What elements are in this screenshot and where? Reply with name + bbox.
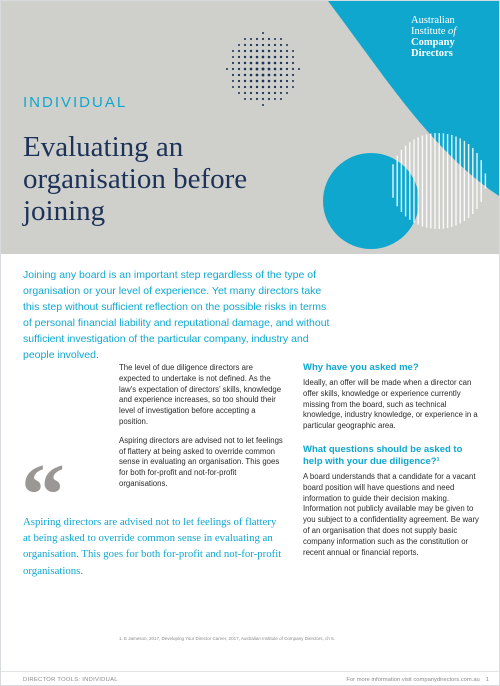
decor-dot [286,62,288,64]
decor-dot [244,86,246,88]
decor-dot [286,86,288,88]
decor-dot [280,68,283,71]
footnote: 1. E Jameson, 2017, Developing Your Director Career, 2017, Australian Institute of Company Directors, ch 6. [119,636,335,641]
decor-dot [262,50,265,53]
decor-dot [268,62,271,65]
decor-dot [226,68,228,70]
logo-line-2 [411,26,485,37]
decor-dot [268,38,270,40]
decor-dot [238,86,240,88]
pull-quote: Aspiring directors are advised not to let feelings of flattery at being asked to override common sense in evaluating an organisation. This goes for both for-profit and not-for-profit organisations. [23,516,282,577]
decor-dot [280,80,282,82]
page-title: Evaluating an organisation before joining [23,131,248,227]
decor-dot [262,62,265,65]
footer-series-label: DIRECTOR TOOLS: INDIVIDUAL [23,677,118,683]
decor-dot [280,74,282,76]
decor-dot [280,86,282,88]
decor-dot [244,62,246,64]
decor-dot [256,68,259,71]
decor-dot [292,86,294,88]
section-label: INDIVIDUAL [23,94,128,111]
decor-dot [262,86,265,89]
decor-dot [238,74,240,76]
decor-dot [274,50,276,52]
decor-dot [286,74,288,76]
footer-website-text[interactable]: For more information visit companydirectors.com.au [346,677,480,683]
decor-dot [292,80,294,82]
decor-dot [262,80,265,83]
body-column-right [303,362,481,570]
decor-dot [244,80,246,82]
decor-dot [280,98,282,100]
decor-dot [256,62,259,65]
decor-dot [256,44,258,46]
decor-dot [238,50,240,52]
body-column-left [119,363,286,498]
decor-dot [280,38,282,40]
decor-dot [274,38,276,40]
decor-dot [292,74,294,76]
decor-dot [262,56,265,59]
decor-dot [238,44,240,46]
decor-dot [298,68,300,70]
body-paragraph: The level of due diligence directors are expected to undertake is not defined. As the law’s expectation of directors’ skills, knowledge and experience increases, so too should their level of investigation before accepting a position. [119,363,282,426]
decor-dot [274,44,276,46]
decor-dot [268,80,271,83]
decor-dot [268,98,270,100]
decor-dot [232,68,234,70]
decor-dot [244,56,246,58]
body-paragraph: A board understands that a candidate for a vacant board position will have questions and need information to guide their decision making. Information not publicly available may be given to you subject to a confidentiality agreement. Be wary of an organisation that does not supply basic company information such as the constitution or recent annual or financial reports. [303,471,479,557]
decor-dot [280,92,282,94]
decor-dot [262,38,264,40]
decor-dot [274,98,276,100]
decor-dot [250,68,253,71]
decor-dot [262,74,265,77]
decor-dot [274,74,277,77]
decor-dot [262,68,265,71]
decor-dot [286,50,288,52]
decor-dot [244,68,247,71]
decor-dot [262,98,264,100]
decor-dot [268,86,270,88]
decor-dot [262,44,264,46]
decor-dot [256,86,258,88]
decor-dot [250,62,253,65]
body-paragraph: Ideally, an offer will be made when a director can offer skills, knowledge or experience currently missing from the board, such as technical knowledge, industry knowledge, or experience in a particular geographic area. [303,378,478,431]
decor-dot [238,80,240,82]
decor-dot [268,68,271,71]
decor-dot [250,56,253,59]
decor-dot [280,50,282,52]
decor-dot [244,44,246,46]
decor-dot [256,92,258,94]
decor-dot [286,68,288,70]
decor-dot [250,74,253,77]
decor-dot [274,92,276,94]
decor-dot [280,62,282,64]
decor-dot [292,56,294,58]
logo-line-4: Directors [411,48,453,59]
decor-dot [244,98,246,100]
logo-word-institute: Institute [411,26,446,37]
decor-dot [244,74,246,76]
decor-dot [280,44,282,46]
logo-line-1: Australian [411,15,455,26]
body-paragraph: Aspiring directors are advised not to let feelings of flattery at being asked to override common sense in evaluating an organisation. This goes for both for-profit and not-for-profit organisations. [119,435,283,488]
decor-dot [250,80,253,83]
decor-dot [232,74,234,76]
decor-dot [274,62,277,65]
decor-dot [268,92,270,94]
logo-line-3: Company [411,37,455,48]
section-heading: Why have you asked me? [303,362,419,373]
header-blue-circle [323,153,419,249]
logo-word-of: of [448,26,457,37]
decor-dot [268,74,271,77]
decor-dot [238,56,240,58]
decor-dot [286,80,288,82]
decor-dot [256,38,258,40]
decor-dot [232,62,234,64]
footer-info [346,677,489,683]
decor-dot [232,86,234,88]
decor-dot [292,68,294,70]
aicd-logo[interactable] [411,15,485,59]
decor-dot [256,98,258,100]
footer-divider [1,671,499,672]
decor-dot [274,68,277,71]
decor-dot [256,74,259,77]
decor-dot [232,80,234,82]
dotted-circle [226,32,300,106]
decor-dot [274,86,276,88]
decor-dot [256,50,258,52]
decor-dot [268,44,270,46]
decor-dot [238,68,240,70]
decor-dot [250,86,252,88]
decor-dot [274,56,277,59]
decor-dot [262,32,264,34]
decor-dot [244,38,246,40]
decor-dot [232,50,234,52]
decor-dot [244,50,246,52]
header-banner [1,1,499,254]
decor-dot [280,56,282,58]
page-number: 1 [485,677,489,683]
decor-dot [250,50,252,52]
decor-dot [286,92,288,94]
decor-dot [250,38,252,40]
decor-dot [268,50,270,52]
decor-dot [250,92,252,94]
decor-dot [274,80,277,83]
quote-mark-icon: “ [21,447,65,544]
decor-dot [238,62,240,64]
intro-paragraph: Joining any board is an important step regardless of the type of organisation or your level of experience. Yet many directors take this step without sufficient reflection on the possible risks in terms of personal financial liability and reputational damage, and without sufficient investigation of the particular company, industry and people involved. [23,269,330,361]
decor-dot [250,44,252,46]
decor-dot [238,92,240,94]
decor-dot [292,50,294,52]
decor-dot [262,104,264,106]
decor-dot [256,56,259,59]
decor-dot [244,92,246,94]
decor-dot [286,44,288,46]
section-heading: What questions should be asked to help with your due diligence?¹ [303,443,463,467]
decor-dot [256,80,259,83]
decor-dot [268,56,271,59]
decor-dot [250,98,252,100]
decor-dot [292,62,294,64]
decor-dot [232,56,234,58]
decor-dot [286,56,288,58]
decor-dot [262,92,264,94]
